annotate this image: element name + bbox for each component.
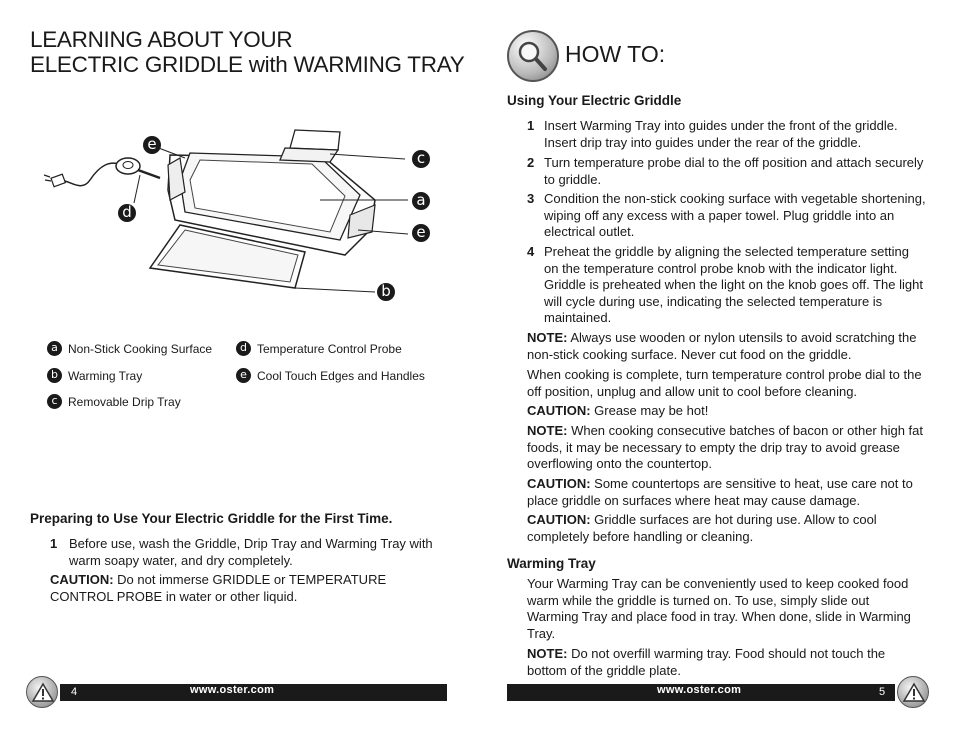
callout-b: b bbox=[377, 283, 395, 301]
magnifier-icon bbox=[507, 30, 559, 82]
step-text: Turn temperature probe dial to the off position and attach securely to griddle. bbox=[544, 155, 924, 187]
caution-text: Do not immerse GRIDDLE or TEMPERATURE CONTROL PROBE in water or other liquid. bbox=[50, 572, 387, 604]
note-label: NOTE: bbox=[527, 646, 568, 661]
warning-icon bbox=[26, 676, 58, 708]
callout-d: d bbox=[118, 204, 136, 222]
note-text: When cooking consecutive batches of bacon or other high fat foods, it may be necessary to empty the drip tray to avoid grease overflowing onto the countertop. bbox=[527, 423, 924, 471]
note-bacon bbox=[527, 423, 927, 473]
using-step-4 bbox=[527, 244, 927, 327]
note-text: Do not overfill warming tray. Food should not touch the bottom of the griddle plate. bbox=[527, 646, 886, 678]
using-step-1 bbox=[527, 118, 927, 151]
legend-item-a bbox=[47, 341, 212, 356]
callout-e-top: e bbox=[143, 136, 161, 154]
legend-item-c bbox=[47, 394, 181, 409]
legend-label: Removable Drip Tray bbox=[68, 394, 181, 409]
step-text: Insert Warming Tray into guides under the front of the griddle. Insert drip tray into guides under the rear of the griddle. bbox=[544, 118, 898, 150]
page-title: HOW TO: bbox=[565, 41, 666, 67]
page-number: 5 bbox=[879, 686, 886, 698]
caution-text: Grease may be hot! bbox=[590, 403, 709, 418]
callout-e-right: e bbox=[412, 224, 430, 242]
warming-note bbox=[527, 646, 925, 679]
footer-url[interactable]: www.oster.com bbox=[657, 684, 742, 696]
step-text: Preheat the griddle by aligning the selected temperature setting on the temperature control probe knob with the indicator light. Griddle is preheated when the light on the knob goes off. The light will cycle during use, indicating the selected temperature is maintained. bbox=[544, 244, 923, 325]
step-number: 4 bbox=[527, 244, 535, 259]
legend-label: Warming Tray bbox=[68, 368, 143, 383]
title-line-2: ELECTRIC GRIDDLE with WARMING TRAY bbox=[30, 52, 465, 77]
note-text: Always use wooden or nylon utensils to avoid scratching the non-stick cooking surface. Never cut food on the griddle. bbox=[527, 330, 917, 362]
legend-label: Non-Stick Cooking Surface bbox=[68, 341, 213, 356]
caution-countertops bbox=[527, 476, 925, 509]
legend-item-d bbox=[236, 341, 402, 356]
legend-item-b bbox=[47, 368, 142, 383]
caution-text: Some countertops are sensitive to heat, use care not to place griddle on surfaces where heat may cause damage. bbox=[527, 476, 913, 508]
legend-item-e bbox=[236, 368, 425, 383]
note-text: When cooking is complete, turn temperature control probe dial to the off position, unplug and allow unit to cool before cleaning. bbox=[527, 367, 922, 399]
caution-hot-surfaces bbox=[527, 512, 925, 545]
footer-bar bbox=[60, 684, 447, 701]
legend-letter: b bbox=[47, 368, 62, 383]
footer-bar bbox=[507, 684, 895, 701]
note-cooking-complete bbox=[527, 367, 925, 400]
legend-label: Cool Touch Edges and Handles bbox=[257, 368, 425, 383]
step-number: 2 bbox=[527, 155, 535, 170]
using-step-2 bbox=[527, 155, 927, 188]
callout-a: a bbox=[412, 192, 430, 210]
legend-label: Temperature Control Probe bbox=[257, 341, 402, 356]
caution-label: CAUTION: bbox=[50, 572, 114, 587]
title-line-1: LEARNING ABOUT YOUR bbox=[30, 27, 293, 52]
page-title bbox=[30, 27, 464, 77]
warming-text: Your Warming Tray can be conveniently used to keep cooked food warm while the griddle is turned on. To use, simply slide out Warming Tray and place food in tray. When done, slide in Warming Tray. bbox=[527, 576, 911, 641]
note-utensils bbox=[527, 330, 925, 363]
using-heading: Using Your Electric Griddle bbox=[507, 93, 682, 108]
step-number: 1 bbox=[527, 118, 535, 133]
prep-step-1 bbox=[50, 536, 435, 569]
legend-letter: e bbox=[236, 368, 251, 383]
caution-label: CAUTION: bbox=[527, 403, 591, 418]
warming-heading: Warming Tray bbox=[507, 556, 596, 571]
note-label: NOTE: bbox=[527, 423, 568, 438]
step-text: Before use, wash the Griddle, Drip Tray and Warming Tray with warm soapy water, and dry completely. bbox=[69, 536, 433, 568]
caution-label: CAUTION: bbox=[527, 476, 591, 491]
griddle-diagram bbox=[40, 120, 450, 320]
prep-heading: Preparing to Use Your Electric Griddle for the First Time. bbox=[30, 511, 393, 526]
legend-letter: c bbox=[47, 394, 62, 409]
caution-text: Griddle surfaces are hot during use. Allow to cool completely before handling or cleaning. bbox=[527, 512, 877, 544]
prep-caution bbox=[50, 572, 410, 605]
warning-icon bbox=[897, 676, 929, 708]
step-text: Condition the non-stick cooking surface with vegetable shortening, wiping off any excess with a paper towel. Plug griddle into an electrical outlet. bbox=[544, 191, 926, 239]
caution-label: CAUTION: bbox=[527, 512, 591, 527]
step-number: 1 bbox=[50, 536, 58, 551]
right-page bbox=[477, 0, 954, 746]
footer-url[interactable]: www.oster.com bbox=[190, 684, 275, 696]
legend-letter: d bbox=[236, 341, 251, 356]
caution-grease bbox=[527, 403, 925, 420]
note-label: NOTE: bbox=[527, 330, 568, 345]
page-number: 4 bbox=[71, 686, 78, 698]
callout-c: c bbox=[412, 150, 430, 168]
step-number: 3 bbox=[527, 191, 535, 206]
legend-letter: a bbox=[47, 341, 62, 356]
using-step-3 bbox=[527, 191, 927, 241]
parts-legend bbox=[47, 341, 467, 421]
